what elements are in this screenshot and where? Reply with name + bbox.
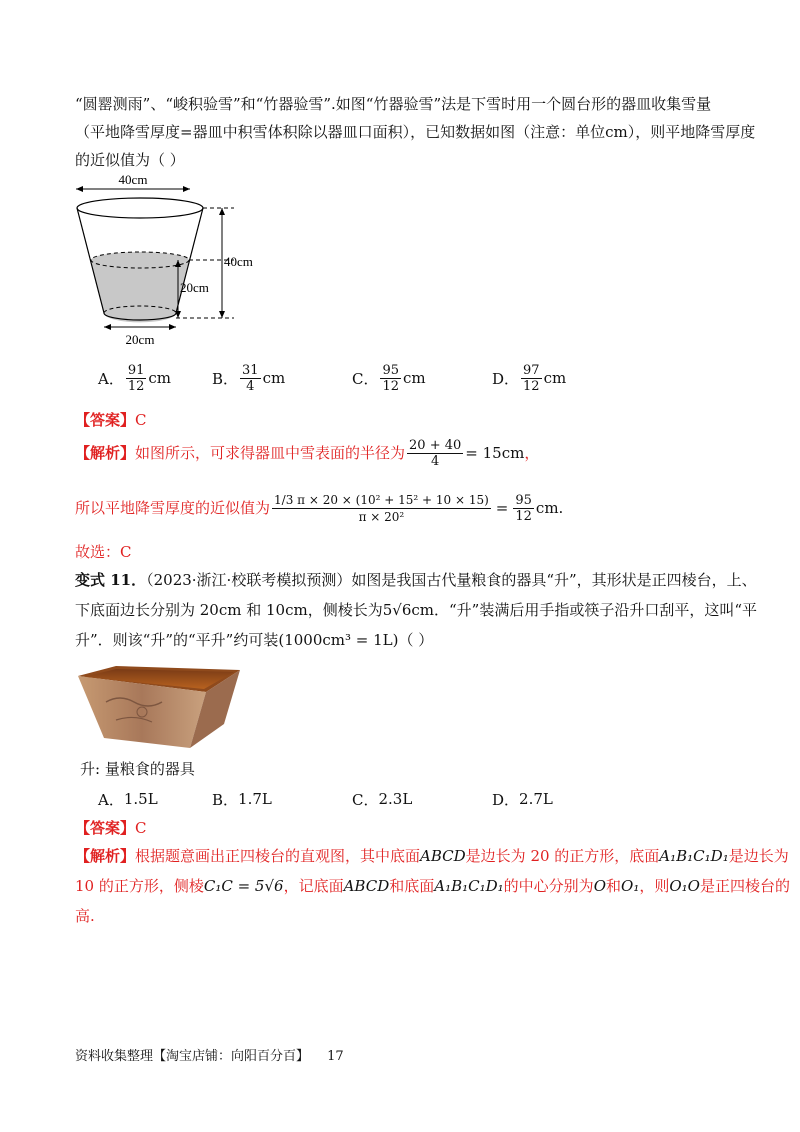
fraction-den: 12 xyxy=(515,508,532,524)
p11-text: （2023·浙江·校联考模拟预测）如图是我国古代量粮食的器具“升”，其形状是正四棱台，上、 xyxy=(146,571,757,589)
height-total-label: 40cm xyxy=(224,254,253,269)
p10-line3: 的近似值为（ ） xyxy=(75,151,185,169)
option-unit: cm xyxy=(543,369,567,387)
fraction-den: 4 xyxy=(431,453,440,469)
analysis-text: 如图所示，可求得器皿中雪表面的半径为 xyxy=(135,444,406,462)
p11-text: 下底面边长分别为 20cm 和 10cm，侧棱长为 xyxy=(75,601,383,619)
analysis-text: 所以平地降雪厚度的近似值为 xyxy=(75,499,271,517)
unit-conversion-math: (1000cm³ = 1L) xyxy=(278,631,399,649)
math-abcd: ABCD xyxy=(343,877,390,895)
p11-text: cm．“升”装满后用手指或筷子沿升口刮平，这叫“平 xyxy=(411,601,758,619)
snow-surface xyxy=(91,252,189,268)
math-a1b1c1d1: A₁B₁C₁D₁ xyxy=(659,847,729,865)
fraction-num: 20 + 40 xyxy=(409,437,462,453)
p11-option-d[interactable] xyxy=(492,788,553,810)
answer-tag: 【答案】 xyxy=(75,819,136,837)
option-unit: cm xyxy=(262,369,286,387)
p10-option-d[interactable] xyxy=(492,358,566,398)
math-edge: C₁C = 5√6 xyxy=(203,877,284,895)
p11-analysis-line1 xyxy=(75,844,789,868)
top-width-arrowhead-left xyxy=(76,186,83,192)
p11-text: 升”．则该“升”的“平升”约可装 xyxy=(75,631,279,649)
p11-option-c[interactable] xyxy=(352,788,412,810)
option-letter: C． xyxy=(352,369,379,388)
p10-line2a: （平地降雪厚度=器皿中积雪体积除以器皿口面积），已知数据如图（注意：单位 xyxy=(75,123,606,141)
p10-option-c[interactable] xyxy=(352,358,426,398)
truncated-cone-figure xyxy=(62,168,282,348)
top-width-arrowhead-right xyxy=(183,186,190,192)
p10-analysis-line1 xyxy=(75,437,735,469)
analysis-text: 是正四棱台的 xyxy=(699,877,790,895)
p11-line3 xyxy=(75,628,735,652)
option-unit: cm xyxy=(403,369,426,387)
option-fraction xyxy=(240,363,261,394)
math-abcd: ABCD xyxy=(420,847,466,865)
p11-analysis-line2 xyxy=(75,874,790,898)
option-text: 1.5L xyxy=(123,790,158,808)
answer-value: C xyxy=(135,411,147,429)
result-fraction xyxy=(513,493,534,524)
fraction-den: 12 xyxy=(127,378,145,394)
thickness-fraction xyxy=(272,492,491,525)
p11-option-b[interactable] xyxy=(212,788,272,810)
option-unit: cm xyxy=(148,369,172,387)
option-letter: B． xyxy=(212,369,239,388)
p10-choice: 故选：C xyxy=(75,543,132,561)
option-letter: C． xyxy=(352,790,379,809)
result-unit: cm. xyxy=(535,499,564,517)
analysis-text: 是边长为 20 的正方形，底面 xyxy=(465,847,660,865)
bottom-width-label: 20cm xyxy=(125,332,155,347)
analysis-text: 和 xyxy=(606,877,622,895)
option-text: 2.7L xyxy=(519,790,553,808)
option-letter: A． xyxy=(98,369,124,388)
analysis-text: 和底面 xyxy=(389,877,435,895)
fraction-num xyxy=(272,492,491,509)
analysis-tag: 【解析】 xyxy=(75,444,136,462)
height-snow-label: 20cm xyxy=(180,280,209,295)
option-text: 1.7L xyxy=(238,790,272,808)
equals: = xyxy=(495,499,509,517)
option-letter: D． xyxy=(492,790,520,809)
option-letter: B． xyxy=(212,790,239,809)
p11-text: （ ） xyxy=(398,631,434,649)
option-letter: D． xyxy=(492,369,520,388)
analysis-text: 根据题意画出正四棱台的直观图，其中底面 xyxy=(135,847,421,865)
fraction-den: 12 xyxy=(523,378,540,394)
page-footer xyxy=(75,1048,344,1066)
p11-analysis-line3: 高. xyxy=(75,907,95,925)
p11-line1 xyxy=(75,568,757,592)
one-third: 1/3 xyxy=(274,492,294,507)
p10-line2 xyxy=(75,120,756,144)
variant-label: 变式 11． xyxy=(75,571,147,589)
edge-length-math: 5√6 xyxy=(382,601,412,619)
p11-caption: 升: 量粮食的器具 xyxy=(80,760,195,778)
height-total-arrowhead-top xyxy=(219,208,225,215)
fraction-num: 95 xyxy=(382,362,400,378)
option-fraction xyxy=(521,363,542,394)
analysis-text: ，则 xyxy=(639,877,670,895)
radius-fraction xyxy=(407,438,463,469)
p10-answer xyxy=(75,408,735,432)
option-fraction xyxy=(126,363,147,394)
math-o1o: O₁O xyxy=(669,877,700,895)
math-o1: O₁ xyxy=(621,877,640,895)
math-a1b1c1d1: A₁B₁C₁D₁ xyxy=(434,877,504,895)
analysis-tag: 【解析】 xyxy=(75,847,136,865)
option-text: 2.3L xyxy=(378,790,413,808)
bottom-width-arrowhead-left xyxy=(104,324,111,330)
answer-value: C xyxy=(135,819,147,837)
fraction-num: 31 xyxy=(242,362,259,378)
p10-line1: “圆罂测雨”、“峻积验雪”和“竹器验雪”.如图“竹器验雪”法是下雪时用一个圆台形的器皿收集雪量 xyxy=(75,95,712,113)
p11-line2 xyxy=(75,598,758,622)
sheng-vessel-image xyxy=(76,662,242,750)
p11-option-a[interactable] xyxy=(98,788,158,810)
fraction-num: 97 xyxy=(523,362,540,378)
snow-fill xyxy=(91,260,189,322)
analysis-punct: ， xyxy=(524,444,540,462)
volume-expr: π × 20 × (10² + 15² + 10 × 15) xyxy=(297,492,489,507)
p10-line2-unit: cm xyxy=(605,123,628,141)
radius-result: = 15cm xyxy=(465,444,525,462)
option-letter: A． xyxy=(98,790,124,809)
p10-option-a[interactable] xyxy=(98,358,171,398)
page-number: 17 xyxy=(327,1049,344,1064)
analysis-text: ，记底面 xyxy=(283,877,344,895)
p11-answer xyxy=(75,816,735,840)
analysis-text: 的中心分别为 xyxy=(503,877,594,895)
footer-text: 资料收集整理【淘宝店铺：向阳百分百】 xyxy=(75,1049,310,1064)
fraction-den: 4 xyxy=(246,378,255,394)
bottom-width-arrowhead-right xyxy=(169,324,176,330)
fraction-den: π × 20² xyxy=(358,509,405,524)
vessel-top-rim xyxy=(77,198,203,218)
fraction-num: 91 xyxy=(127,362,145,378)
fraction-den: 12 xyxy=(382,378,400,394)
p10-analysis-line2 xyxy=(75,486,735,530)
top-width-label: 40cm xyxy=(118,172,148,187)
answer-tag: 【答案】 xyxy=(75,411,136,429)
option-fraction xyxy=(380,363,401,394)
analysis-text: 10 的正方形，侧棱 xyxy=(75,877,204,895)
math-o: O xyxy=(593,877,606,895)
height-total-arrowhead-bottom xyxy=(219,311,225,318)
p10-option-b[interactable] xyxy=(212,358,285,398)
analysis-text: 是边长为 xyxy=(728,847,789,865)
fraction-num: 95 xyxy=(515,492,532,508)
p10-line2b: ），则平地降雪厚度 xyxy=(627,123,756,141)
